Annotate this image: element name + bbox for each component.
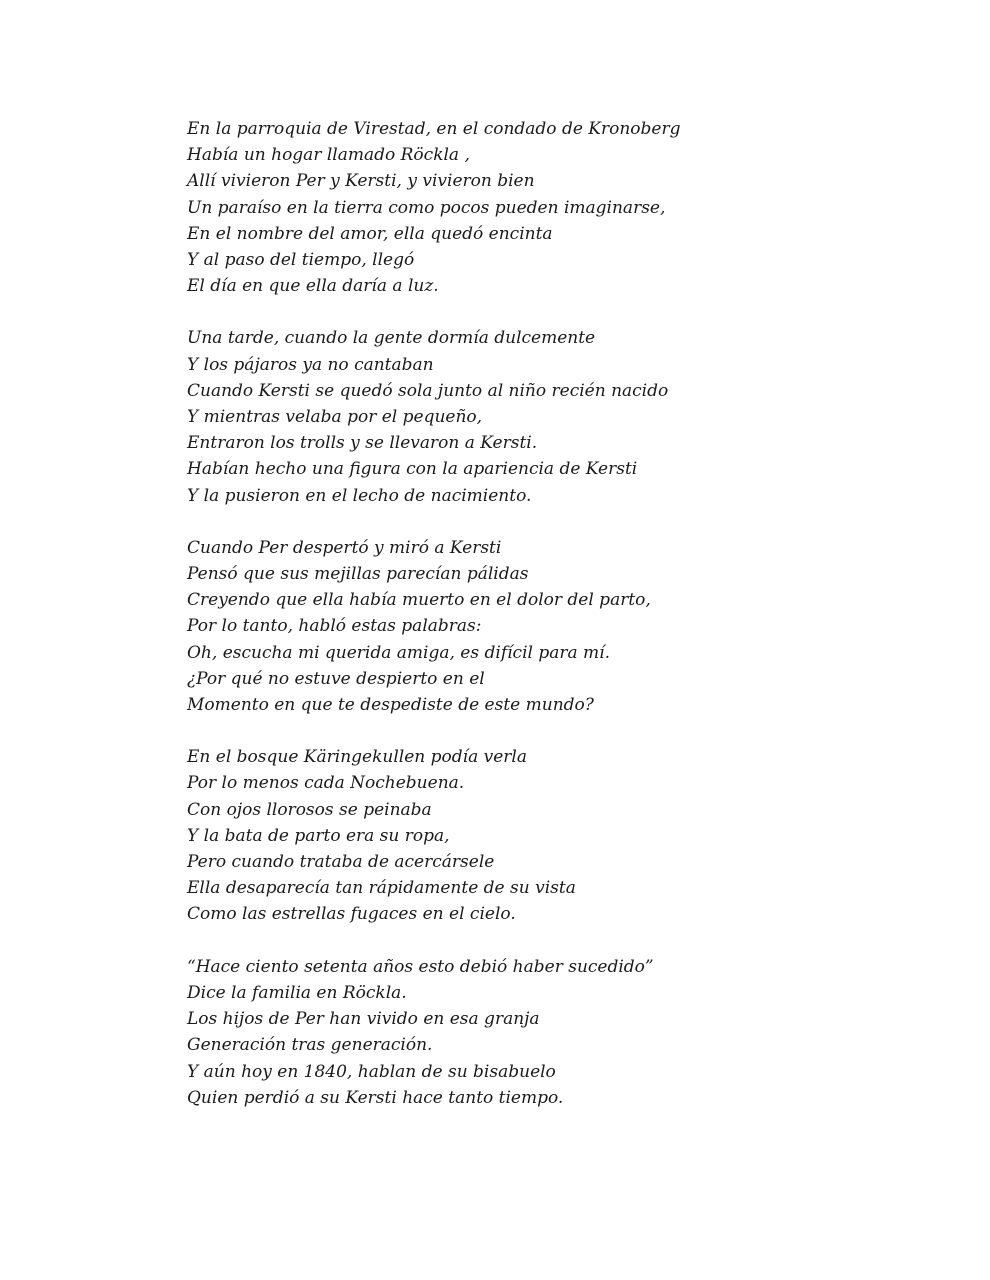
poem-line: Por lo tanto, habló estas palabras: — [187, 616, 482, 637]
stanza-3 — [187, 535, 887, 718]
poem-line: ¿Por qué no estuve despierto en el — [187, 668, 485, 689]
poem-line: Ella desaparecía tan rápidamente de su vista — [187, 878, 576, 899]
poem-line: Momento en que te despediste de este mundo? — [187, 695, 594, 716]
poem-line: El día en que ella daría a luz. — [187, 276, 439, 297]
poem-line: Habían hecho una figura con la apariencia de Kersti — [187, 459, 638, 480]
poem-line: Cuando Per despertó y miró a Kersti — [187, 537, 502, 558]
poem-line: Quien perdió a su Kersti hace tanto tiempo. — [187, 1087, 564, 1108]
poem-line: “Hace ciento setenta años esto debió haber sucedido” — [187, 956, 654, 977]
poem-line: Y aún hoy en 1840, hablan de su bisabuelo — [187, 1061, 556, 1082]
poem-line: En el nombre del amor, ella quedó encinta — [187, 223, 553, 244]
stanza-2 — [187, 325, 887, 508]
poem-line: Creyendo que ella había muerto en el dolor del parto, — [187, 590, 651, 611]
stanza-4 — [187, 744, 887, 927]
poem-line: Y la pusieron en el lecho de nacimiento. — [187, 485, 532, 506]
poem-line: En el bosque Käringekullen podía verla — [187, 747, 527, 768]
poem-line: Allí vivieron Per y Kersti, y vivieron bien — [187, 171, 535, 192]
poem-line: Una tarde, cuando la gente dormía dulcemente — [187, 328, 596, 349]
poem-line: En la parroquia de Virestad, en el condado de Kronoberg — [187, 119, 681, 139]
poem-line: Un paraíso en la tierra como pocos pueden imaginarse, — [187, 197, 666, 218]
poem-line: Con ojos llorosos se peinaba — [187, 799, 432, 820]
poem-line: Pero cuando trataba de acercársele — [187, 852, 495, 873]
poem-line: Los hijos de Per han vivido en esa granja — [187, 1009, 540, 1030]
poem-line: Oh, escucha mi querida amiga, es difícil para mí. — [187, 642, 610, 663]
stanza-5 — [187, 954, 887, 1111]
poem-line: Por lo menos cada Nochebuena. — [187, 773, 465, 794]
poem-line: Generación tras generación. — [187, 1035, 433, 1056]
poem-line: Y al paso del tiempo, llegó — [187, 250, 415, 271]
poem-line: Cuando Kersti se quedó sola junto al niño recién nacido — [187, 380, 669, 401]
poem-line: Como las estrellas fugaces en el cielo. — [187, 904, 516, 925]
poem-line: Había un hogar llamado Röckla , — [187, 145, 470, 166]
poem-line: Dice la familia en Röckla. — [187, 982, 407, 1003]
stanza-1 — [187, 116, 887, 299]
poem — [187, 116, 887, 1137]
poem-line: Y los pájaros ya no cantaban — [187, 354, 434, 375]
poem-line: Pensó que sus mejillas parecían pálidas — [187, 564, 529, 585]
poem-line: Entraron los trolls y se llevaron a Kersti. — [187, 433, 538, 454]
poem-line: Y la bata de parto era su ropa, — [187, 825, 450, 846]
poem-line: Y mientras velaba por el pequeño, — [187, 407, 483, 428]
